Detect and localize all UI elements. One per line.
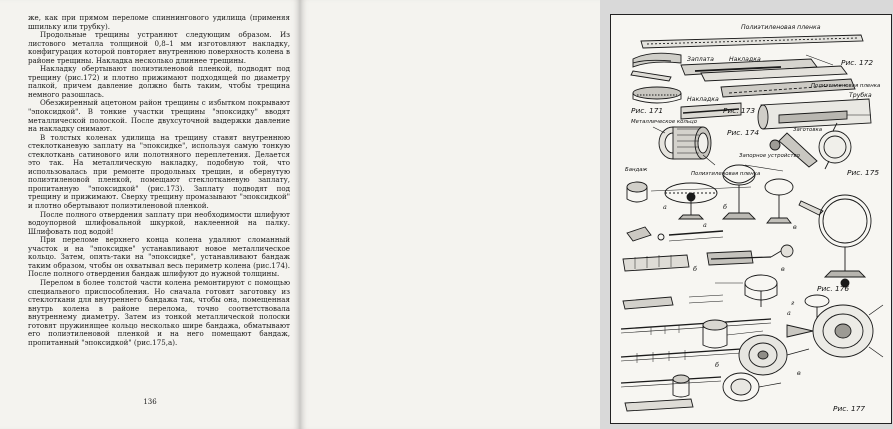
fig175-label: Рис. 175 — [847, 168, 880, 177]
fig175-letter-a: а — [663, 203, 667, 211]
paragraph: Перелом в более толстой части колена ремонтируют с помощью специального приспособления. Но сначала готовят заготовку из стеклоткани для внутреннего бандажа так, чтобы она, помещенная внутрь колена в районе перелома, точно соответствовала внутреннему диаметру. Затем из тонкой металлической полоски готовят пружинящее кольцо несколько шире бандажа, обматывают его полиэтиленовой пленкой и на него помещают бандаж, пропитанный "эпоксидкой" (рис.175,а). — [28, 277, 290, 347]
fig173-drawing — [681, 99, 871, 129]
fig174-label: Рис. 174 — [727, 128, 760, 137]
fig176-letter-g: г — [791, 299, 795, 307]
fig172-film-label: Полиэтиленовая пленка — [811, 83, 881, 89]
fig176-letter-v: в — [781, 265, 785, 273]
figure-plate — [610, 14, 892, 424]
fig174-drawing — [653, 127, 715, 165]
fig173-tube-label: Трубка — [849, 92, 872, 99]
paragraph: Обезжиренный ацетоном район трещины с избытком покрывают "эпоксидкой". В тонкие участки трещины "эпоксидку" вводят металлической полоской. После двухсуточной выдержки давление на накладку снимают. — [28, 98, 290, 134]
fig175-lock-label: Запорное устройство — [739, 153, 800, 159]
paragraph: В толстых коленах удилища на трещину ставят внутреннюю стеклотканевую заплату на "эпоксидке", используя самую тонкую стеклоткань сатинового или полотняного переплетения. Делается это так. На металлическую накладку, подобную той, что использовалась при ремонте продольных трещин, и обернутую полиэтиленовой пленкой, помещают стеклотканевую заплату, пропитанную "эпоксидкой" (рис.173). Заплату подводят под трещину и прижимают. Сверху трещину промазывают "эпоксидкой" и плотно обертывают полиэтиленовой пленкой. — [28, 132, 290, 211]
fig173-plate-label: Накладка — [687, 96, 719, 103]
paragraph: Накладку обертывают полиэтиленовой пленкой, подводят под трещину (рис.172) и плотно прижимают подходящей по диаметру палкой, причем давление должно быть таким, чтобы трещина немного разошлась. — [28, 64, 290, 99]
paragraph: При переломе верхнего конца колена удаляют сломанный участок и на "эпоксидке" устанавливают новое металлическое кольцо. Затем, опять-таки на "эпоксидке", устанавливают бандаж таким образом, чтобы он охватывал весь периметр колена (рис.174). После полного отвердения бандаж шлифуют до нужной толщины. — [28, 235, 290, 279]
fig176-letter-a: а — [703, 221, 707, 229]
left-page — [0, 0, 300, 429]
fig174-ring-label: Металлическое кольцо — [631, 119, 697, 125]
fig172-label: Рис. 172 — [841, 58, 874, 67]
fig171-label: Рис. 171 — [631, 106, 664, 115]
fig177-letter-v: в — [797, 369, 801, 377]
fig176-label: Рис. 176 — [817, 284, 850, 293]
paragraph: же, как при прямом переломе спиннингового удилища (применяя шпильку или трубку). — [28, 13, 290, 31]
fig174-film-label: Полиэтиленовая пленка — [691, 171, 761, 177]
fig172-patch-label: Заплата — [687, 56, 714, 63]
fig177-label: Рис. 177 — [833, 404, 866, 413]
fig177-drawing — [621, 305, 883, 411]
page-number: 136 — [143, 398, 157, 406]
fig177-letter-a: а — [787, 309, 791, 317]
fig171-film-label: Полиэтиленовая пленка — [741, 24, 821, 31]
fig175-letter-b: б — [723, 203, 727, 211]
fig175-blank-label: Заготовка — [793, 127, 823, 133]
figure-drawings — [611, 15, 893, 425]
body-text — [28, 14, 290, 347]
fig174-bandage-label: Бандаж — [625, 167, 648, 173]
paragraph: Продольные трещины устраняют следующим образом. Из листового металла толщиной 0,8–1 мм изготовляют накладку, конфигурация которой повторяет внутреннюю поверхность колена в районе трещины. Накладка несколько длиннее трещины. — [28, 30, 290, 65]
fig177-letter-b: б — [715, 361, 719, 369]
fig172-plate-label: Накладка — [729, 56, 761, 63]
paragraph: После полного отвердения заплату при необходимости шлифуют водоупорной шлифовальной шкуркой, наклеенной на палку. Шлифовать под водой! — [28, 209, 290, 236]
fig173-label: Рис. 173 — [723, 106, 756, 115]
right-page — [300, 0, 881, 429]
fig175-letter-v: в — [793, 223, 797, 231]
fig176-letter-b: б — [693, 265, 697, 273]
